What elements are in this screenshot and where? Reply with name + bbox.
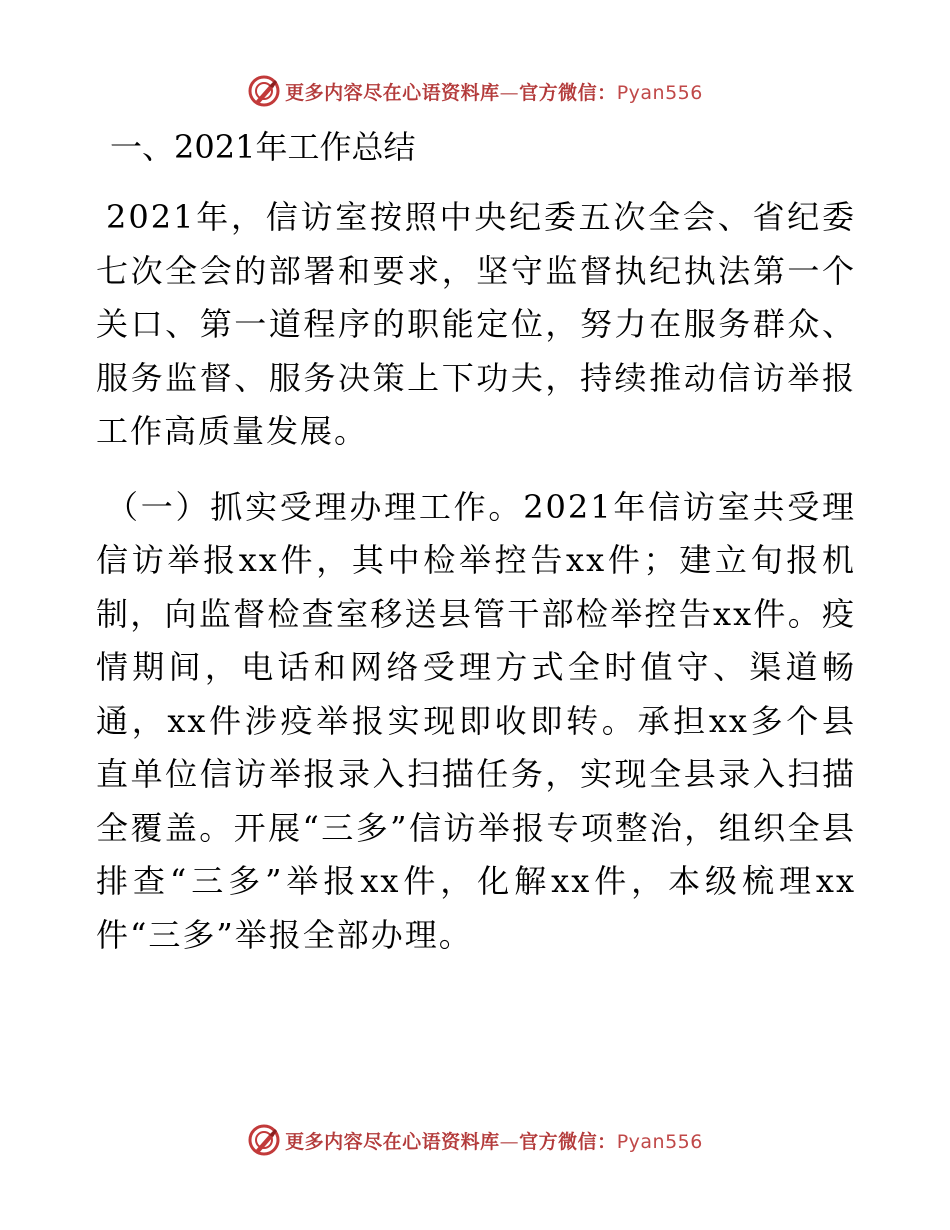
watermark-wechat-id: Pyan556 [616,81,703,104]
document-body [96,118,856,962]
watermark-official-label: 官方微信： [519,81,617,104]
watermark-text [285,1127,703,1154]
paragraph-receiving-work: （一）抓实受理办理工作。2021年信访室共受理信访举报xx件，其中检举控告xx件；建立旬报机制，向监督检查室移送县管干部检举控告xx件。疫情期间，电话和网络受理方式全时值守、渠道畅通，xx件涉疫举报实现即收即转。承担xx多个县直单位信访举报录入扫描任务，实现全县录入扫描全覆盖。开展“三多”信访举报专项整治，组织全县排查“三多”举报xx件，化解xx件，本级梳理xx件“三多”举报全部办理。 [96,487,856,954]
header-watermark [0,71,950,111]
section-heading: 一、2021年工作总结 [110,128,416,166]
red-circle-pen-logo-icon [247,1123,281,1157]
watermark-site-name: 更多内容尽在心语资料库 [285,81,500,104]
watermark-site-name: 更多内容尽在心语资料库 [285,1130,500,1153]
footer-watermark [0,1120,950,1160]
watermark-wechat-id: Pyan556 [616,1130,703,1153]
watermark-text [285,78,703,105]
watermark-official-label: 官方微信： [519,1130,617,1153]
paragraph-summary: 2021年，信访室按照中央纪委五次全会、省纪委七次全会的部署和要求，坚守监督执纪执法第一个关口、第一道程序的职能定位，努力在服务群众、服务监督、服务决策上下功夫，持续推动信访举报工作高质量发展。 [96,198,856,450]
watermark-separator: — [499,1130,520,1153]
watermark-separator: — [499,81,520,104]
red-circle-pen-logo-icon [247,74,281,108]
